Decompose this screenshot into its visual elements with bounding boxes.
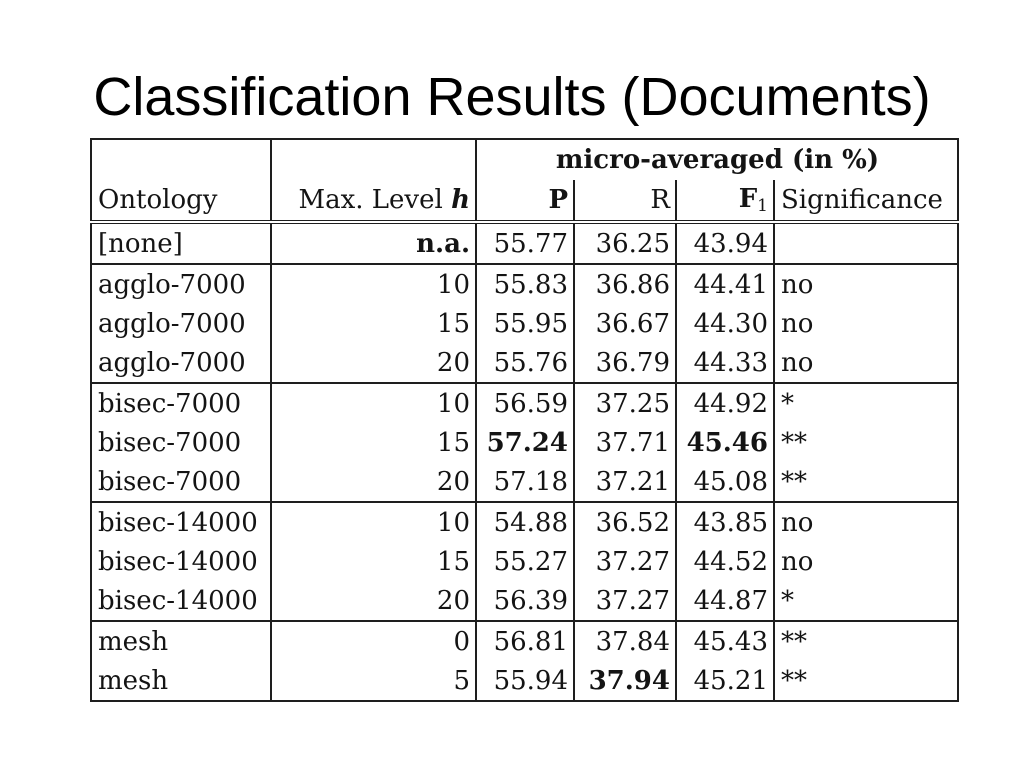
cell-significance: no (781, 308, 814, 339)
cell-precision: 55.83 (476, 264, 574, 304)
cell-max-level: 15 (271, 542, 476, 581)
table-row (91, 264, 958, 304)
cell-precision: 55.95 (476, 304, 574, 343)
cell-max-level: 20 (271, 343, 476, 383)
col-header-max-level (271, 180, 476, 222)
cell-f1: 44.52 (676, 542, 774, 581)
cell-f1: 44.33 (676, 343, 774, 383)
cell-precision: 56.81 (476, 621, 574, 661)
cell-ontology: bisec-14000 (91, 542, 271, 581)
cell-ontology: bisec-14000 (91, 502, 271, 542)
col-header-max-level-var: h (451, 185, 470, 215)
cell-significance: * (781, 388, 794, 419)
table-row (91, 383, 958, 423)
table-row (91, 304, 958, 343)
cell-ontology: bisec-7000 (91, 462, 271, 502)
cell-significance: no (781, 546, 814, 577)
cell-significance: ** (781, 665, 807, 696)
col-header-f1-subscript: 1 (757, 195, 768, 216)
cell-recall: 37.21 (574, 462, 676, 502)
col-header-recall: R (574, 180, 676, 222)
table-row (91, 661, 958, 701)
cell-ontology: bisec-7000 (91, 383, 271, 423)
cell-ontology: mesh (91, 621, 271, 661)
table-row (91, 542, 958, 581)
cell-significance: ** (781, 626, 807, 657)
cell-precision: 55.77 (476, 222, 574, 264)
cell-precision: 54.88 (476, 502, 574, 542)
table-row (91, 621, 958, 661)
cell-recall: 37.27 (574, 542, 676, 581)
cell-ontology: mesh (91, 661, 271, 701)
cell-recall: 37.25 (574, 383, 676, 423)
cell-significance: no (774, 343, 958, 383)
header-row-group (91, 139, 958, 180)
cell-f1: 45.46 (676, 423, 774, 462)
table-row (91, 581, 958, 621)
cell-precision: 55.94 (476, 661, 574, 701)
cell-ontology: [none] (91, 222, 271, 264)
micro-averaged-header: micro-averaged (in %) (555, 145, 880, 175)
cell-f1: 44.41 (676, 264, 774, 304)
col-header-ontology: Ontology (91, 180, 271, 222)
cell-max-level: 15 (271, 423, 476, 462)
cell-precision: 56.59 (476, 383, 574, 423)
cell-significance (774, 222, 958, 264)
cell-ontology: agglo-7000 (91, 264, 271, 304)
cell-significance: * (774, 581, 958, 621)
cell-ontology: agglo-7000 (91, 343, 271, 383)
cell-f1: 44.92 (676, 383, 774, 423)
col-header-max-level-label: Max. Level (298, 185, 443, 215)
cell-max-level: 5 (271, 661, 476, 701)
col-header-f1 (676, 180, 774, 222)
cell-ontology: bisec-14000 (91, 581, 271, 621)
header-spacer-ontology (91, 139, 271, 180)
table-row (91, 222, 958, 264)
cell-recall: 37.84 (574, 621, 676, 661)
cell-ontology: agglo-7000 (91, 304, 271, 343)
cell-significance: no (781, 507, 814, 538)
cell-recall: 37.94 (574, 661, 676, 701)
cell-f1: 44.30 (676, 304, 774, 343)
cell-max-level: 10 (271, 383, 476, 423)
cell-recall: 36.52 (574, 502, 676, 542)
cell-f1: 45.21 (676, 661, 774, 701)
cell-max-level: 20 (271, 581, 476, 621)
cell-recall: 36.86 (574, 264, 676, 304)
header-spacer-max-level (271, 139, 476, 180)
cell-precision: 55.27 (476, 542, 574, 581)
cell-recall: 36.79 (574, 343, 676, 383)
cell-significance: ** (774, 462, 958, 502)
cell-significance: ** (781, 427, 807, 458)
cell-recall: 36.25 (574, 222, 676, 264)
slide-title: Classification Results (Documents) (93, 67, 931, 127)
cell-precision: 55.76 (476, 343, 574, 383)
cell-max-level: n.a. (271, 222, 476, 264)
cell-recall: 36.67 (574, 304, 676, 343)
cell-f1: 45.08 (676, 462, 774, 502)
col-header-f1-label: F (738, 183, 758, 214)
cell-max-level: 15 (271, 304, 476, 343)
cell-significance: no (781, 269, 814, 300)
cell-precision: 57.18 (476, 462, 574, 502)
cell-max-level: 20 (271, 462, 476, 502)
cell-max-level: 0 (271, 621, 476, 661)
cell-recall: 37.71 (574, 423, 676, 462)
cell-f1: 43.85 (676, 502, 774, 542)
cell-f1: 45.43 (676, 621, 774, 661)
cell-ontology: bisec-7000 (91, 423, 271, 462)
cell-f1: 44.87 (676, 581, 774, 621)
results-table (90, 138, 959, 702)
cell-f1: 43.94 (676, 222, 774, 264)
col-header-precision: P (476, 180, 574, 222)
col-header-significance: Significance (774, 180, 958, 222)
cell-recall: 37.27 (574, 581, 676, 621)
cell-precision: 56.39 (476, 581, 574, 621)
table-row (91, 343, 958, 383)
cell-precision: 57.24 (476, 423, 574, 462)
header-row-columns (91, 180, 958, 222)
table-row (91, 502, 958, 542)
table-row (91, 423, 958, 462)
table-row (91, 462, 958, 502)
cell-max-level: 10 (271, 264, 476, 304)
cell-max-level: 10 (271, 502, 476, 542)
